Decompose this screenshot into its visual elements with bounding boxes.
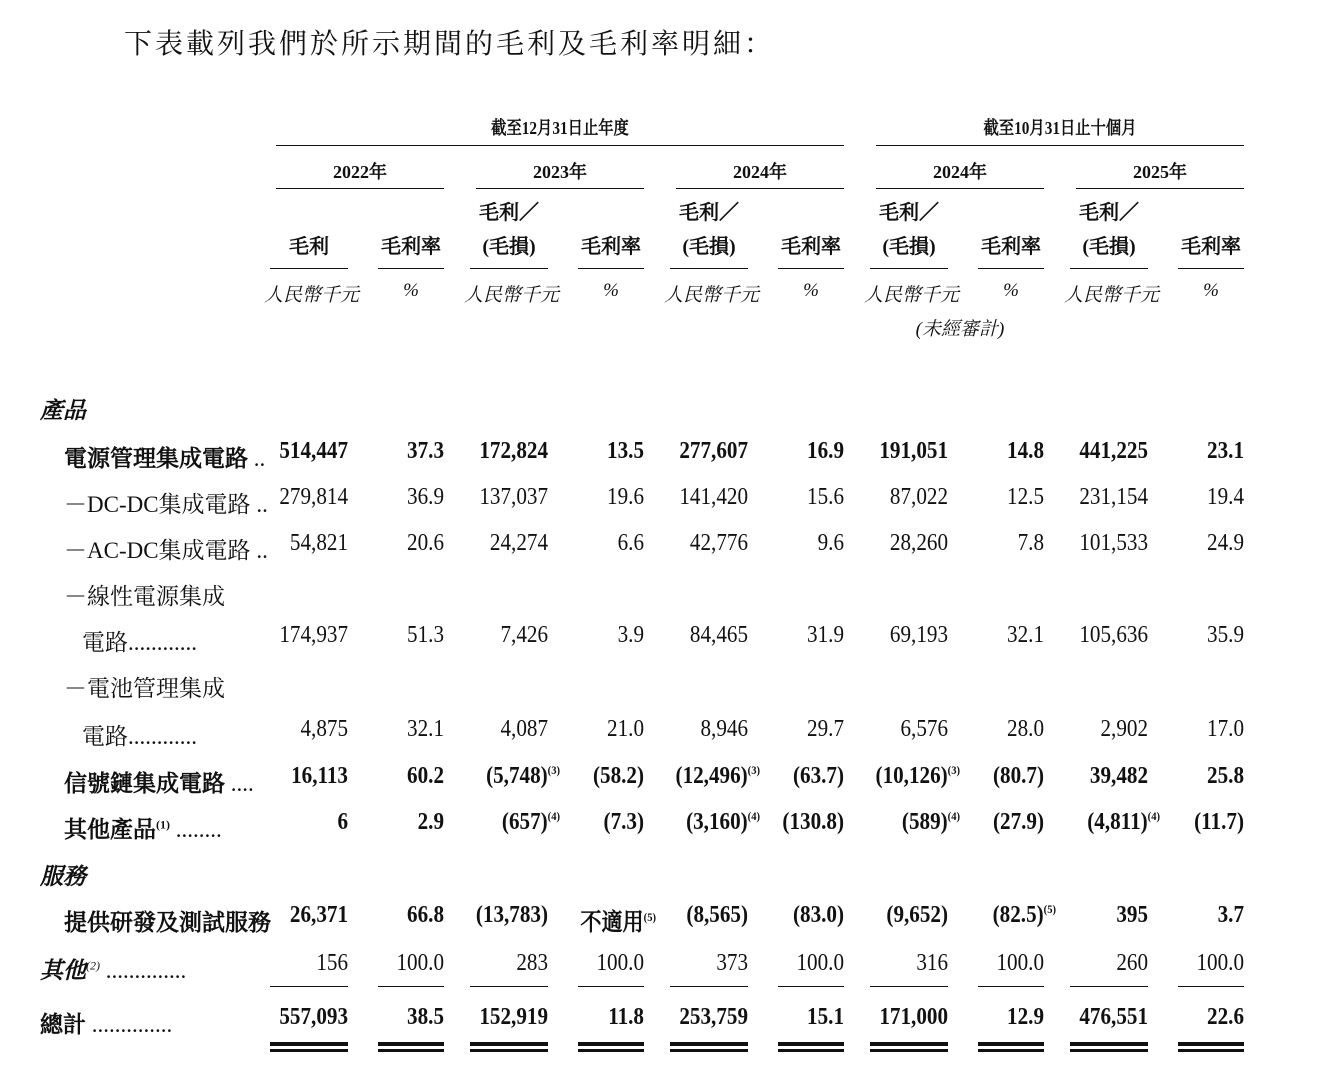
cell-value: 21.0 <box>607 716 644 742</box>
cell-value: 172,824 <box>479 438 548 464</box>
group-underline-ten-months <box>876 145 1244 146</box>
cell-value: 100.0 <box>996 950 1044 976</box>
cell-value: $(4,811)^{(4)}$ <box>1087 809 1160 835</box>
col-header-underline <box>270 268 348 269</box>
cell-value: 137,037 <box>479 484 548 510</box>
cell-value: (27.9) <box>992 809 1044 835</box>
cell-value: 2,902 <box>1100 716 1148 742</box>
cell-value: 156 <box>316 950 348 976</box>
cell-value: 12.9 <box>1007 1004 1044 1030</box>
row-label: －線性電源集成 <box>64 584 225 609</box>
cell-value: 514,447 <box>279 438 348 464</box>
year-header: 2024年 <box>933 162 987 182</box>
cell-value: 3.7 <box>1217 902 1244 928</box>
row-label: 信號鏈集成電路 .... <box>64 771 254 796</box>
total-double-underline <box>670 1042 748 1052</box>
cell-value: 171,000 <box>879 1004 948 1030</box>
cell-value: 141,420 <box>679 484 748 510</box>
cell-value: 231,154 <box>1079 484 1148 510</box>
cell-value: (7.3) <box>603 809 644 835</box>
cell-value: 17.0 <box>1207 716 1244 742</box>
cell-value: (63.7) <box>792 763 844 789</box>
cell-value: (8,565) <box>686 902 748 928</box>
cell-value: 105,636 <box>1079 622 1148 648</box>
col-header-margin: 毛利率 <box>1181 236 1241 258</box>
cell-value: 11.8 <box>608 1004 644 1030</box>
subtotal-underline <box>1178 986 1244 987</box>
cell-value: 19.6 <box>607 484 644 510</box>
col-header-margin: 毛利率 <box>381 236 441 258</box>
cell-value: 100.0 <box>396 950 444 976</box>
cell-value: (9,652) <box>886 902 948 928</box>
row-label: －電池管理集成 <box>64 676 225 701</box>
unit-rmb-thousand: 人民幣千元 <box>464 285 560 306</box>
cell-value: 23.1 <box>1207 438 1244 464</box>
col-header-margin: 毛利率 <box>981 236 1041 258</box>
col-header-margin: 毛利率 <box>581 236 641 258</box>
cell-value: 14.8 <box>1007 438 1044 464</box>
cell-value: 66.8 <box>407 902 444 928</box>
cell-value: 28.0 <box>1007 716 1044 742</box>
year-underline <box>876 188 1044 189</box>
row-label: 總計 .............. <box>40 1012 173 1037</box>
subtotal-underline <box>870 986 948 987</box>
cell-value: 32.1 <box>407 716 444 742</box>
cell-value: 19.4 <box>1207 484 1244 510</box>
group-underline-year-end <box>276 145 844 146</box>
cell-value: 6.6 <box>617 530 644 556</box>
unit-rmb-thousand: 人民幣千元 <box>1064 285 1160 306</box>
cell-value: 69,193 <box>889 622 948 648</box>
unit-percent: % <box>803 280 819 301</box>
unit-percent: % <box>403 280 419 301</box>
cell-value: 100.0 <box>796 950 844 976</box>
cell-value: (80.7) <box>992 763 1044 789</box>
cell-value: 100.0 <box>1196 950 1244 976</box>
row-label: 電源管理集成電路 .. <box>64 446 266 471</box>
cell-value: 4,875 <box>300 716 348 742</box>
cell-value: 84,465 <box>689 622 748 648</box>
col-header-gross-profit: 毛利／ (毛損) <box>879 202 939 258</box>
cell-value: 3.9 <box>617 622 644 648</box>
row-label-continued: 電路............ <box>82 724 197 749</box>
row-label: 其他產品$^{(1)}$ ........ <box>64 817 222 842</box>
section-products: 產品 <box>40 398 86 423</box>
cell-value: 283 <box>516 950 548 976</box>
cell-value: 54,821 <box>289 530 348 556</box>
col-header-gross-profit: 毛利／ (毛損) <box>1079 202 1139 258</box>
unit-rmb-thousand: 人民幣千元 <box>864 285 960 306</box>
total-double-underline <box>470 1042 548 1052</box>
cell-value: 441,225 <box>1079 438 1148 464</box>
cell-value: 4,087 <box>500 716 548 742</box>
subtotal-underline <box>978 986 1044 987</box>
year-header: 2024年 <box>733 162 787 182</box>
total-double-underline <box>870 1042 948 1052</box>
subtotal-underline <box>1070 986 1148 987</box>
total-double-underline <box>978 1042 1044 1052</box>
cell-value: 279,814 <box>279 484 348 510</box>
cell-value: 28,260 <box>889 530 948 556</box>
cell-value: 13.5 <box>607 438 644 464</box>
col-header-margin: 毛利率 <box>781 236 841 258</box>
total-double-underline <box>1070 1042 1148 1052</box>
group-header-ten-months: 截至10月31日止十個月 <box>983 118 1137 138</box>
cell-value: 277,607 <box>679 438 748 464</box>
col-header-gross-profit: 毛利／ (毛損) <box>679 202 739 258</box>
section-services: 服務 <box>40 864 86 889</box>
year-header: 2023年 <box>533 162 587 182</box>
unaudited-note: (未經審計) <box>915 319 1005 340</box>
col-header-underline <box>670 268 748 269</box>
intro-text: 下表載列我們於所示期間的毛利及毛利率明細： <box>124 29 776 60</box>
row-label: －AC-DC集成電路 .. <box>64 538 268 563</box>
cell-value: $(657)^{(4)}$ <box>501 809 560 835</box>
year-underline <box>1076 188 1244 189</box>
cell-value: 29.7 <box>807 716 844 742</box>
col-header-underline <box>470 268 548 269</box>
cell-value: 6,576 <box>900 716 948 742</box>
col-header-underline <box>378 268 444 269</box>
cell-value: 395 <box>1116 902 1148 928</box>
col-header-underline <box>978 268 1044 269</box>
subtotal-underline <box>378 986 444 987</box>
cell-value: (58.2) <box>592 763 644 789</box>
cell-value: 152,919 <box>479 1004 548 1030</box>
cell-value: 8,946 <box>700 716 748 742</box>
cell-value: 32.1 <box>1007 622 1044 648</box>
unit-percent: % <box>1003 280 1019 301</box>
cell-value: 6 <box>337 809 348 835</box>
col-header-gross-profit: 毛利／ (毛損) <box>479 202 539 258</box>
row-label-continued: 電路............ <box>82 630 197 655</box>
cell-value: (13,783) <box>475 902 548 928</box>
cell-value: 26,371 <box>289 902 348 928</box>
cell-value: 39,482 <box>1089 763 1148 789</box>
cell-value: 25.8 <box>1207 763 1244 789</box>
row-label: 提供研發及測試服務 <box>64 910 271 935</box>
cell-value: 101,533 <box>1079 530 1148 556</box>
subtotal-underline <box>270 986 348 987</box>
cell-value: 16,113 <box>291 763 348 789</box>
total-double-underline <box>1178 1042 1244 1052</box>
cell-value: 20.6 <box>407 530 444 556</box>
cell-value: (130.8) <box>782 809 844 835</box>
total-double-underline <box>778 1042 844 1052</box>
col-header-underline <box>778 268 844 269</box>
cell-value: 253,759 <box>679 1004 748 1030</box>
cell-value: 24.9 <box>1207 530 1244 556</box>
cell-value: $(82.5)^{(5)}$ <box>992 902 1056 928</box>
cell-value: 9.6 <box>817 530 844 556</box>
cell-value: $(589)^{(4)}$ <box>901 809 960 835</box>
cell-value: 174,937 <box>279 622 348 648</box>
group-header-year-end: 截至12月31日止年度 <box>491 118 629 138</box>
cell-value: $(12,496)^{(3)}$ <box>675 763 760 789</box>
cell-value: (83.0) <box>792 902 844 928</box>
unit-percent: % <box>1203 280 1219 301</box>
col-header-underline <box>1070 268 1148 269</box>
unit-percent: % <box>603 280 619 301</box>
row-label: －DC-DC集成電路 .. <box>64 492 268 517</box>
col-header-underline <box>870 268 948 269</box>
cell-value: 42,776 <box>689 530 748 556</box>
subtotal-underline <box>778 986 844 987</box>
total-double-underline <box>270 1042 348 1052</box>
subtotal-underline <box>470 986 548 987</box>
cell-value: 37.3 <box>407 438 444 464</box>
year-underline <box>276 188 444 189</box>
cell-value: 35.9 <box>1207 622 1244 648</box>
subtotal-underline <box>578 986 644 987</box>
total-double-underline <box>578 1042 644 1052</box>
unit-rmb-thousand: 人民幣千元 <box>264 285 360 306</box>
cell-value: 7,426 <box>500 622 548 648</box>
cell-value: 22.6 <box>1207 1004 1244 1030</box>
cell-value: 60.2 <box>407 763 444 789</box>
unit-rmb-thousand: 人民幣千元 <box>664 285 760 306</box>
cell-value: 100.0 <box>596 950 644 976</box>
cell-value: 15.1 <box>807 1004 844 1030</box>
cell-value: $(5,748)^{(3)}$ <box>486 763 560 789</box>
row-label: 其他$^{(2)}$ .............. <box>40 958 187 983</box>
cell-value: $(10,126)^{(3)}$ <box>875 763 960 789</box>
cell-value: 2.9 <box>417 809 444 835</box>
cell-value: 36.9 <box>407 484 444 510</box>
cell-value: 316 <box>916 950 948 976</box>
subtotal-underline <box>670 986 748 987</box>
cell-value: 7.8 <box>1017 530 1044 556</box>
col-header-underline <box>1178 268 1244 269</box>
cell-value: $(3,160)^{(4)}$ <box>686 809 760 835</box>
cell-value: 16.9 <box>807 438 844 464</box>
year-header: 2025年 <box>1133 162 1187 182</box>
col-header-underline <box>578 268 644 269</box>
cell-value: (11.7) <box>1194 809 1244 835</box>
cell-value: 87,022 <box>889 484 948 510</box>
cell-value: 15.6 <box>807 484 844 510</box>
year-header: 2022年 <box>333 162 387 182</box>
cell-value: 373 <box>716 950 748 976</box>
cell-value: 557,093 <box>279 1004 348 1030</box>
cell-value: 476,551 <box>1079 1004 1148 1030</box>
cell-value: 不適用$^{(5)}$ <box>580 910 656 936</box>
cell-value: 51.3 <box>407 622 444 648</box>
cell-value: 191,051 <box>879 438 948 464</box>
cell-value: 12.5 <box>1007 484 1044 510</box>
cell-value: 260 <box>1116 950 1148 976</box>
cell-value: 24,274 <box>489 530 548 556</box>
col-header-gross-profit: 毛利 <box>289 236 329 258</box>
total-double-underline <box>378 1042 444 1052</box>
cell-value: 38.5 <box>407 1004 444 1030</box>
year-underline <box>476 188 644 189</box>
cell-value: 31.9 <box>807 622 844 648</box>
year-underline <box>676 188 844 189</box>
